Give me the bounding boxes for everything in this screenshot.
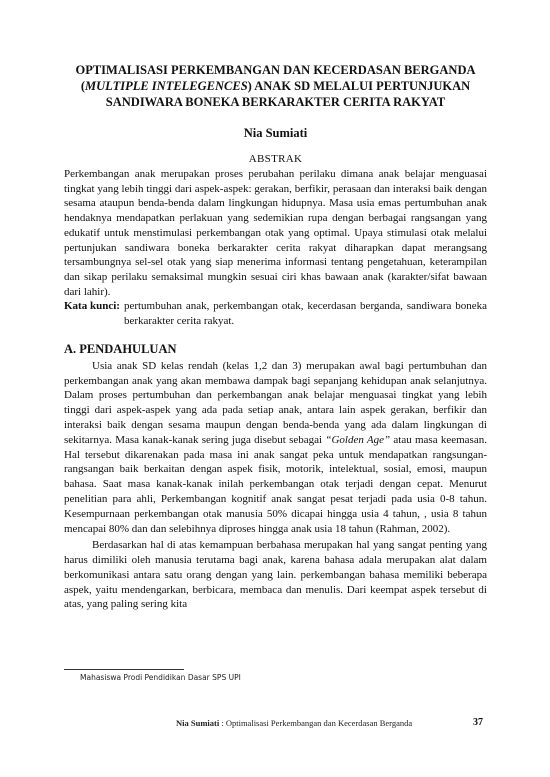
keywords (64, 299, 487, 328)
golden-age-term: “Golden Age” (325, 433, 391, 446)
author-name: Nia Sumiati (243, 126, 308, 140)
paragraph-1-a: Usia anak SD kelas rendah (kelas 1,2 dan 3) merupakan awal bagi pertumbuhan dan perkembangan anak yang akan membawa dampak bagi sepanjang kehidupan anak selanjutnya. Dalam proses pertumbuhan dan perkembangan anak belajar menguasai tingkat yang lebih tinggi dari aspek-aspek yang ada pada setiap anak, antara lain aspek gerakan, berfikir dan interaksi baik dengan sesama maupun dengan benda-benda yang ada dalam lingkungan di sekitarnya. Masa kanak-kanak sering juga disebut sebagai (64, 359, 487, 446)
paragraph-1-b: atau masa keemasan. Hal tersebut dikarenakan pada masa ini anak sangat peka untuk mendapatkan rangsungan-rangsangan baik berkaitan dengan aspek fisik, motorik, intelektual, sosial, emosi, maupun bahasa. Saat masa kanak-kanak inilah perkembangan otak terjadi dengan cepat. Menurut penelitian para ahli, Perkembangan kognitif anak sangat pesat terjadi pada usia 0-8 tahun. Kesempurnaan perkembangan otak manusia 50% dicapai hingga usia 4 tahun, , usia 8 tahun mencapai 80% dan dan selebihnya diproses hingga anak usia 18 tahun (Rahman, 2002). (64, 433, 487, 535)
running-footer (176, 718, 412, 728)
title-part-1: OPTIMALISASI PERKEMBANGAN DAN KECERDASAN BERGANDA ( (75, 63, 476, 93)
title-italic: MULTIPLE INTELEGENCES (85, 79, 248, 93)
paragraph-2: Berdasarkan hal di atas kemampuan berbahasa merupakan hal yang sangat penting yang harus dimiliki oleh manusia terutama bagi anak, karena bahasa adala merupakan alat dalam berkomunikasi antara satu orang dengan yang lain. perkembangan bahasa memiliki beberapa aspek, yaitu mendengarkan, berbicara, membaca dan menulis. Dari keempat aspek tersebut di atas, yang paling sering kita (64, 539, 487, 611)
abstract-text: Perkembangan anak merupakan proses perubahan perilaku dimana anak belajar menguasai tingkat yang lebih tinggi dari aspek-aspek: gerakan, berfikir, perasaan dan interaksi baik dengan sesama ataupun benda-benda dalam lingkungan hidupnya. Masa usia emas pertumbuhan anak hendaknya mendapatkan perlakuan yang sedemikian rupa dengan berbagai rangsangan yang edukatif untuk menstimulasi perkembangan otak yang optimal. Upaya stimulasi otak melalui pertunjukan sandiwara boneka berkarakter cerita rakyat diharapkan dapat merangsang tersambungnya sel-sel otak yang siap menerima informasi tentang pengetahuan, keterampilan dan sikap perilaku semaksimal mungkin sesuai ciri khas bawaan anak (karakter/sifat bawaan dari lahir). (64, 168, 487, 298)
section-heading: A. PENDAHULUAN (64, 341, 177, 356)
title-part-2: ) ANAK SD MELALUI PERTUNJUKAN SANDIWARA BONEKA BERKARAKTER CERITA RAKYAT (105, 79, 471, 109)
page-number: 37 (473, 717, 483, 728)
keywords-text: pertumbuhan anak, perkembangan otak, kecerdasan berganda, sandiwara boneka berkarakter cerita rakyat. (123, 300, 487, 328)
abstract-heading: ABSTRAK (248, 153, 303, 165)
footnote-rule (64, 669, 184, 670)
footer-title: : Optimalisasi Perkembangan dan Kecerdasan Berganda (219, 718, 413, 728)
paper-title (64, 62, 487, 110)
paper-page (64, 62, 487, 612)
paragraph-1 (64, 359, 487, 537)
keywords-label: Kata kunci: (64, 300, 120, 313)
footer-author: Nia Sumiati (176, 718, 220, 728)
footnote: Mahasiswa Prodi Pendidikan Dasar SPS UPI (80, 673, 241, 682)
